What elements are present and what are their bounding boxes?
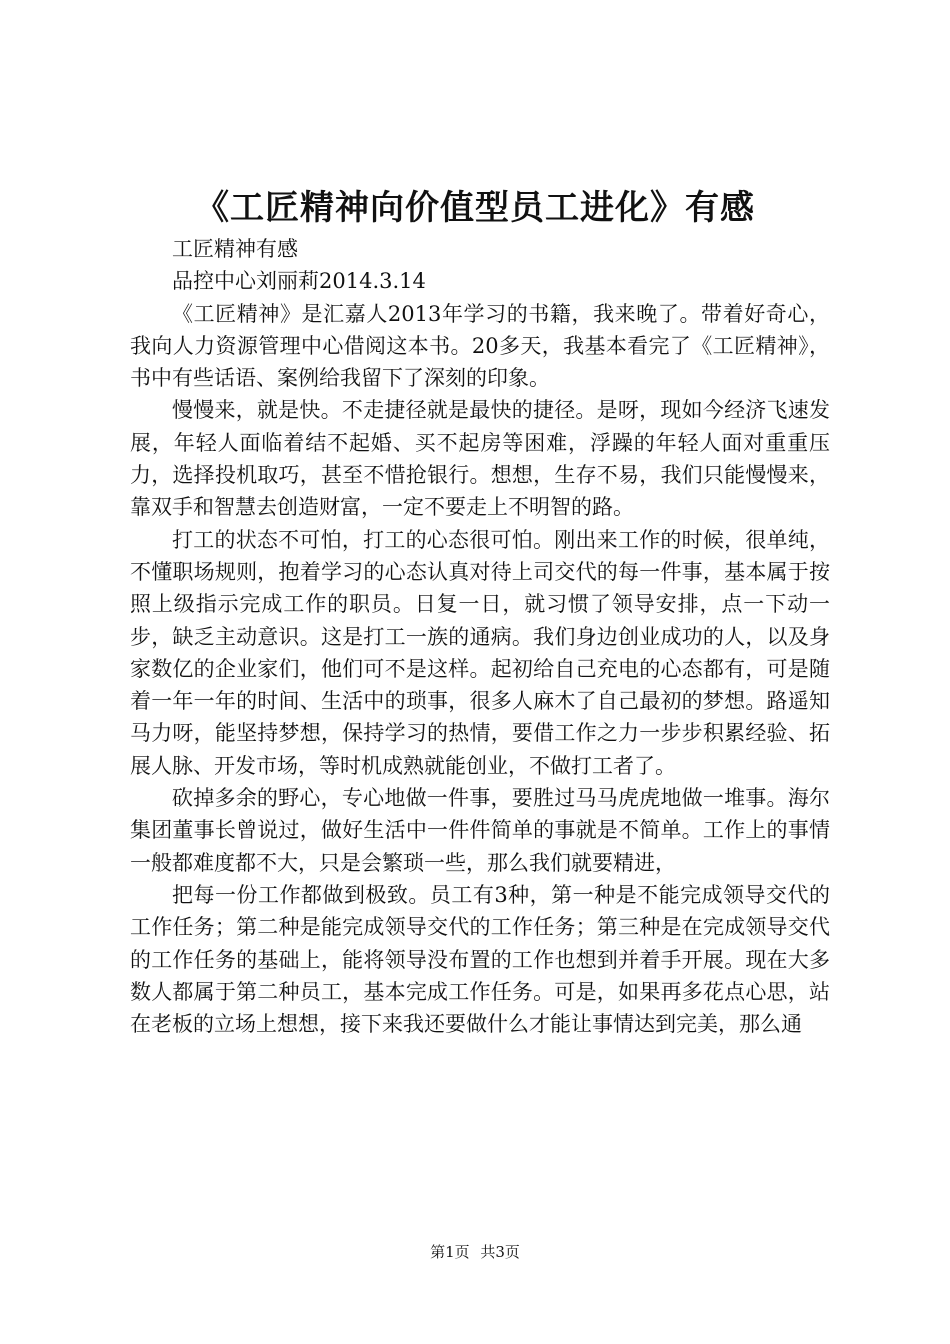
page-number: 第1页 [430,1243,470,1261]
page-total: 共3页 [480,1243,520,1261]
body-paragraph: 《工匠精神》是汇嘉人2013年学习的书籍，我来晚了。带着好奇心，我向人力资源管理中心借阅这本书。20多天，我基本看完了《工匠精神》，书中有些话语、案例给我留下了深刻的印象。 [130,301,830,391]
page-footer [0,1242,950,1262]
body-paragraph: 把每一份工作都做到极致。员工有3种，第一种是不能完成领导交代的工作任务；第二种是能完成领导交代的工作任务；第三种是在完成领导交代的工作任务的基础上，能将领导没布置的工作也想到并着手开展。现在大多数人都属于第二种员工，基本完成工作任务。可是，如果再多花点心思，站在老板的立场上想想，接下来我还要做什么才能让事情达到完美，那么通 [130,882,830,1037]
body-paragraph: 砍掉多余的野心，专心地做一件事，要胜过马马虎虎地做一堆事。海尔集团董事长曾说过，做好生活中一件件简单的事就是不简单。工作上的事情一般都难度都不大，只是会繁琐一些，那么我们就要精进， [130,786,830,875]
author-date-paragraph: 品控中心刘丽莉2014.3.14 [172,269,426,294]
body-paragraph: 慢慢来，就是快。不走捷径就是最快的捷径。是呀，现如今经济飞速发展，年轻人面临着结不起婚、买不起房等困难，浮躁的年轻人面对重重压力，选择投机取巧，甚至不惜抢银行。想想，生存不易，我们只能慢慢来，靠双手和智慧去创造财富，一定不要走上不明智的路。 [130,398,830,520]
document-body [130,233,830,1040]
subtitle-paragraph: 工匠精神有感 [172,237,298,261]
body-paragraph: 打工的状态不可怕，打工的心态很可怕。刚出来工作的时候，很单纯，不懂职场规则，抱着学习的心态认真对待上司交代的每一件事，基本属于按照上级指示完成工作的职员。日复一日，就习惯了领导安排，点一下动一步，缺乏主动意识。这是打工一族的通病。我们身边创业成功的人，以及身家数亿的企业家们，他们可不是这样。起初给自己充电的心态都有，可是随着一年一年的时间、生活中的琐事，很多人麻木了自己最初的梦想。路遥知马力呀，能坚持梦想，保持学习的热情，要借工作之力一步步积累经验、拓展人脉、开发市场，等时机成熟就能创业，不做打工者了。 [130,527,830,778]
document-title: 《工匠精神向价值型员工进化》有感 [195,188,755,228]
